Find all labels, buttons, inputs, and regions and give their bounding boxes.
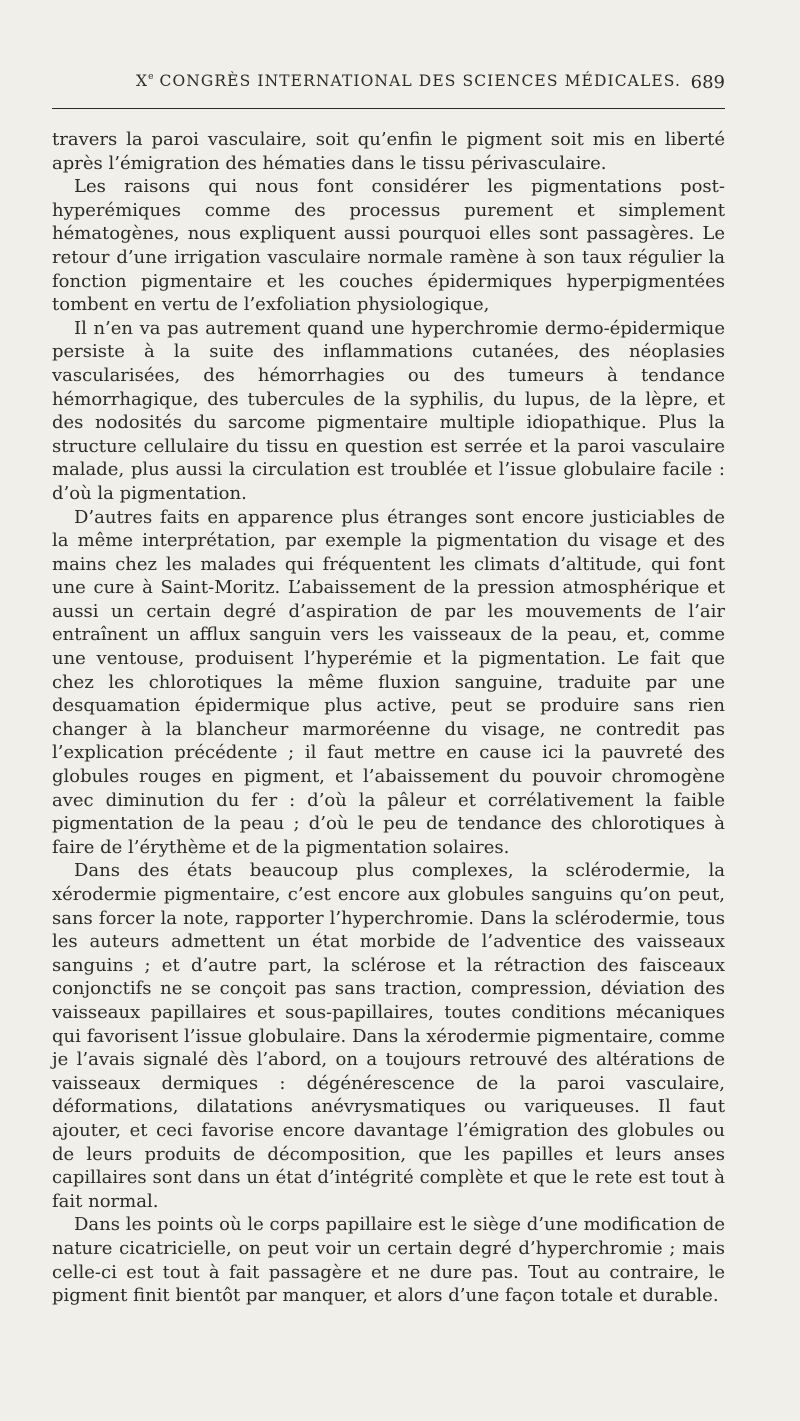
page-number: 689: [690, 72, 725, 93]
paragraph: Dans les points où le corps papillaire est le siège d’une modification de nature cicatricielle, on peut voir un certain degré d’hyperchromie ; mais celle-ci est tout à fait passagère et ne dure pas. Tout au contraire, le pigment finit bientôt par manquer, et alors d’une façon totale et durable.: [52, 1214, 725, 1307]
header-ordinal: e: [148, 72, 154, 82]
paragraph: Les raisons qui nous font considérer les pigmentations post-hyperémiques comme des processus purement et simplement hématogènes, nous expliquent aussi pourquoi elles sont passagères. Le retour d’une irrigation vasculaire normale ramène à son taux régulier la fonction pigmentaire et les couches épidermiques hyperpigmentées tombent en vertu de l’exfoliation physiologique,: [52, 176, 725, 316]
paragraph: D’autres faits en apparence plus étranges sont encore justiciables de la même interprétation, par exemple la pigmentation du visage et des mains chez les malades qui fréquentent les climats d’altitude, qui font une cure à Saint-Moritz. L’abaissement de la pression atmosphérique et aussi un certain degré d’aspiration de par les mouvements de l’air entraînent un afflux sanguin vers les vaisseaux de la peau, et, comme une ventouse, produisent l’hyperémie et la pigmentation. Le fait que chez les chlorotiques la même fluxion sanguine, traduite par une desquamation épidermique plus active, peut se produire sans rien changer à la blancheur marmoréenne du visage, ne contredit pas l’explication précédente ; il faut mettre en cause ici la pauvreté des globules rouges en pigment, et l’abaissement du pouvoir chromogène avec diminution du fer : d’où la pâleur et corrélativement la faible pigmentation de la peau ; d’où le peu de tendance des chlorotiques à faire de l’érythème et de la pigmentation solaires.: [52, 506, 725, 858]
header-roman: X: [136, 72, 149, 90]
header-rule: [52, 108, 725, 109]
running-header: [52, 72, 725, 102]
header-title-text: CONGRÈS INTERNATIONAL DES SCIENCES MÉDICALES.: [159, 72, 681, 90]
body-text: [52, 128, 725, 1308]
paragraph: travers la paroi vasculaire, soit qu’enfin le pigment soit mis en liberté après l’émigration des hématies dans le tissu périvasculaire.: [52, 129, 725, 174]
header-title: [136, 72, 681, 90]
paragraph: Dans des états beaucoup plus complexes, la sclérodermie, la xérodermie pigmentaire, c’est encore aux globules sanguins qu’on peut, sans forcer la note, rapporter l’hyperchromie. Dans la sclérodermie, tous les auteurs admettent un état morbide de l’adventice des vaisseaux sanguins ; et d’autre part, la sclérose et la rétraction des faisceaux conjonctifs ne se conçoit pas sans traction, compression, déviation des vaisseaux papillaires et sous-papillaires, toutes conditions mécaniques qui favorisent l’issue globulaire. Dans la xérodermie pigmentaire, comme je l’avais signalé dès l’abord, on a toujours retrouvé des altérations de vaisseaux dermiques : dégénérescence de la paroi vasculaire, déformations, dilatations anévrysmatiques ou variqueuses. Il faut ajouter, et ceci favorise encore davantage l’émigration des globules ou de leurs produits de décomposition, que les papilles et leurs anses capillaires sont dans un état d’intégrité complète et que le rete est tout à fait normal.: [52, 860, 725, 1212]
paragraph: Il n’en va pas autrement quand une hyperchromie dermo-épidermique persiste à la suite des inflammations cutanées, des néoplasies vascularisées, des hémorrhagies ou des tumeurs à tendance hémorrhagique, des tubercules de la syphilis, du lupus, de la lèpre, et des nodosités du sarcome pigmentaire multiple idiopathique. Plus la structure cellulaire du tissu en question est serrée et la paroi vasculaire malade, plus aussi la circulation est troublée et l’issue globulaire facile : d’où la pigmentation.: [52, 317, 725, 504]
